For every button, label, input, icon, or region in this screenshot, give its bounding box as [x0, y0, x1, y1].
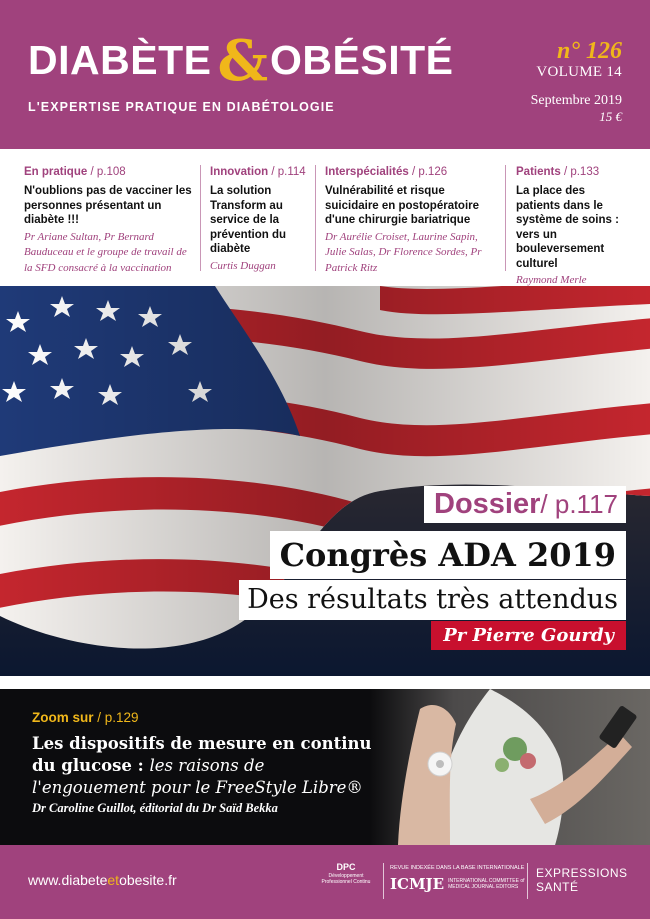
issue-info	[531, 38, 622, 125]
logo-word-obesite: OBÉSITÉ	[270, 37, 454, 83]
toc-category: Interspécialités	[325, 166, 409, 178]
toc-divider	[315, 165, 316, 271]
url-part2: et	[107, 872, 120, 888]
url-part3: obesite.fr	[119, 872, 177, 888]
magazine-logo	[28, 28, 454, 94]
footer-divider	[527, 863, 528, 899]
toc-divider	[200, 165, 201, 271]
dpc-logo-subtext: Développement Professionnel Continu	[321, 873, 371, 885]
website-link[interactable]	[28, 872, 177, 888]
publisher-logo	[536, 866, 628, 894]
icmje-logo	[390, 865, 525, 893]
toc-divider	[505, 165, 506, 271]
icmje-caption: REVUE INDEXÉE DANS LA BASE INTERNATIONALE	[390, 865, 525, 871]
toc-item-en-pratique[interactable]	[24, 165, 194, 276]
url-part1: www.diabete	[28, 872, 108, 888]
issue-price: 15 €	[599, 109, 622, 124]
toc-category: Innovation	[210, 166, 269, 178]
logo-word-diabete: DIABÈTE	[28, 37, 212, 83]
zoom-title	[32, 733, 377, 799]
dossier-subtitle: Des résultats très attendus	[239, 580, 626, 620]
logo-ampersand: &	[217, 28, 269, 94]
toc-page: / p.133	[563, 166, 600, 178]
toc-item-patients[interactable]	[516, 165, 628, 289]
zoom-label	[32, 710, 139, 725]
table-of-contents	[0, 149, 650, 286]
dossier-author: Pr Pierre Gourdy	[431, 621, 626, 650]
publisher-line1: EXPRESSIONS	[536, 866, 628, 880]
zoom-section[interactable]	[0, 689, 650, 845]
dossier-label-text: Dossier	[434, 488, 541, 520]
footer	[0, 845, 650, 919]
zoom-page: / p.129	[97, 710, 139, 725]
toc-item-innovation[interactable]	[210, 165, 310, 274]
toc-title: Vulnérabilité et risque suicidaire en postopératoire d'une chirurgie bariatrique	[325, 185, 480, 226]
toc-page: / p.126	[411, 166, 448, 178]
issue-date: Septembre 2019	[530, 93, 622, 108]
zoom-title-main: Les dispositifs de mesure en continu du glucose :	[32, 734, 372, 775]
toc-item-interspecialites[interactable]	[325, 165, 497, 276]
toc-title: N'oublions pas de vacciner les personnes présentant un diabète !!!	[24, 185, 192, 226]
zoom-title-italic: les raisons de l'engouement pour le FreeStyle Libre®	[32, 756, 363, 797]
toc-title: La place des patients dans le système de soins : vers un bouleversement culturel	[516, 185, 619, 270]
glucose-sensor-photo	[370, 689, 650, 845]
zoom-author: Dr Caroline Guillot, éditorial du Dr Saïd Bekka	[32, 801, 278, 815]
zoom-label-text: Zoom sur	[32, 710, 94, 725]
footer-divider	[383, 863, 384, 899]
masthead	[0, 0, 650, 149]
volume-number: VOLUME 14	[536, 64, 622, 80]
tagline: L'EXPERTISE PRATIQUE EN DIABÉTOLOGIE	[28, 100, 335, 114]
toc-authors: Dr Aurélie Croiset, Laurine Sapin, Julie Salas, Dr Florence Sordes, Pr Patrick Ritz	[325, 230, 482, 274]
dossier-title: Congrès ADA 2019	[270, 531, 626, 579]
dpc-logo	[316, 862, 376, 885]
toc-category: Patients	[516, 166, 561, 178]
toc-page: / p.108	[90, 166, 126, 178]
dossier-label[interactable]	[424, 486, 626, 523]
toc-category: En pratique	[24, 166, 88, 178]
dossier-page: / p.117	[540, 489, 618, 519]
toc-page: / p.114	[271, 166, 306, 178]
icmje-logo-text: ICMJE	[390, 875, 445, 893]
toc-authors: Raymond Merle	[516, 274, 587, 286]
issue-number: n° 126	[557, 38, 622, 64]
icmje-subtext: INTERNATIONAL COMMITTEE of MEDICAL JOURNAL EDITORS	[448, 878, 525, 890]
toc-title: La solution Transform au service de la prévention du diabète	[210, 185, 287, 255]
toc-authors: Pr Ariane Sultan, Pr Bernard Bauduceau et le groupe de travail de la SFD consacré à la vaccination	[24, 230, 187, 274]
dpc-logo-text: DPC	[336, 862, 356, 872]
publisher-line2: SANTÉ	[536, 880, 579, 894]
toc-authors: Curtis Duggan	[210, 259, 276, 272]
